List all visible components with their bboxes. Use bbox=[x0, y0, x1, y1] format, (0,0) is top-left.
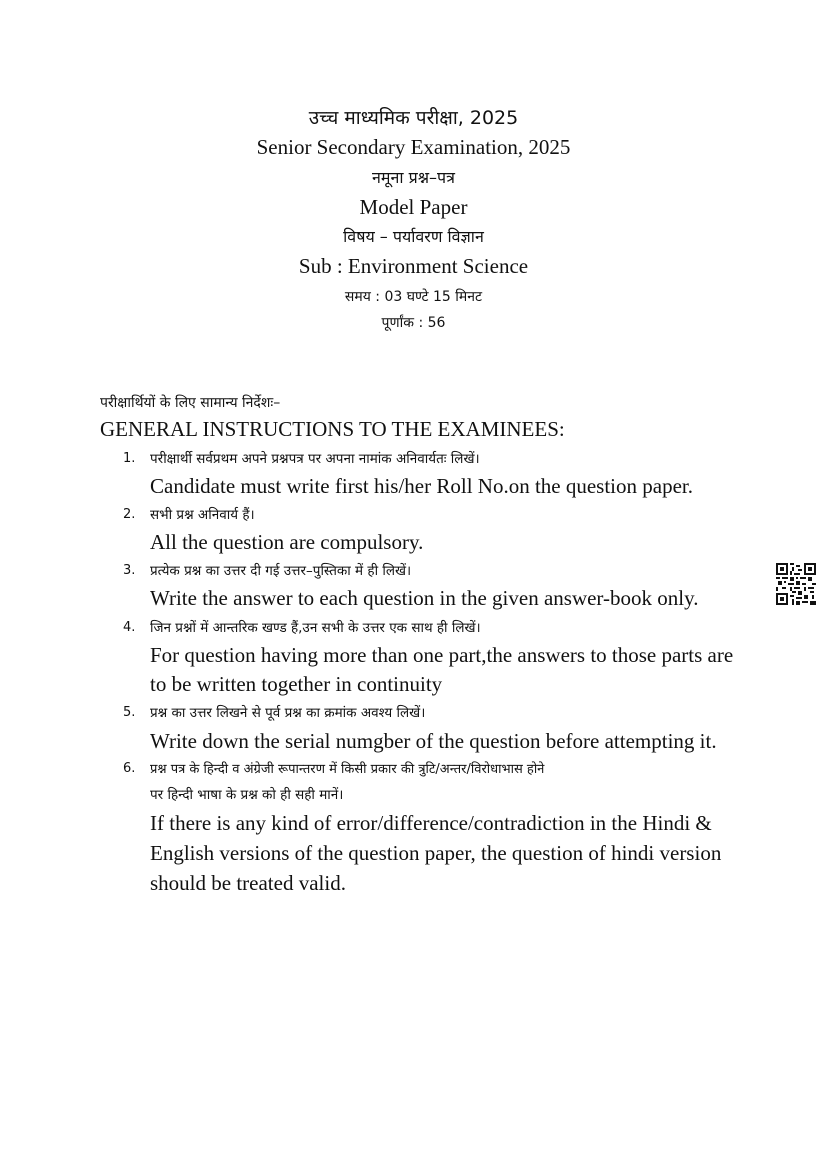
max-marks: पूर्णांक : 56 bbox=[381, 315, 446, 331]
instruction-number: 1. bbox=[123, 451, 136, 466]
instruction-number: 3. bbox=[123, 563, 136, 578]
instruction-english-text: to be written together in continuity bbox=[150, 672, 443, 696]
english-paper-type: Model Paper bbox=[359, 195, 468, 219]
instruction-english-text: All the question are compulsory. bbox=[150, 530, 424, 554]
instruction-hindi-text: परीक्षार्थी सर्वप्रथम अपने प्रश्नपत्र पर अपना नामांक अनिवार्यतः लिखें। bbox=[150, 451, 480, 467]
instruction-english-text: For question having more than one part,the answers to those parts are bbox=[150, 643, 734, 667]
instruction-english-text: Candidate must write first his/her Roll No.on the question paper. bbox=[150, 474, 693, 498]
instruction-english-text: Write the answer to each question in the given answer-book only. bbox=[150, 586, 699, 610]
instruction-number: 5. bbox=[123, 705, 136, 720]
hindi-subject: विषय – पर्यावरण विज्ञान bbox=[343, 227, 484, 246]
hindi-paper-type: नमूना प्रश्न–पत्र bbox=[372, 168, 455, 187]
english-instructions-heading: GENERAL INSTRUCTIONS TO THE EXAMINEES: bbox=[100, 417, 565, 441]
english-subject: Sub : Environment Science bbox=[298, 254, 529, 278]
instruction-english-text: English versions of the question paper, the question of hindi version bbox=[150, 841, 722, 865]
instruction-english-text: If there is any kind of error/difference/contradiction in the Hindi & bbox=[150, 811, 712, 835]
hindi-exam-title: उच्च माध्यमिक परीक्षा, 2025 bbox=[308, 107, 519, 129]
instruction-hindi-text: प्रश्न का उत्तर लिखने से पूर्व प्रश्न का क्रमांक अवश्य लिखें। bbox=[150, 705, 426, 721]
instruction-hindi-text: प्रत्येक प्रश्न का उत्तर दी गई उत्तर–पुस्तिका में ही लिखें। bbox=[150, 563, 412, 579]
exam-time: समय : 03 घण्टे 15 मिनट bbox=[344, 289, 483, 305]
qr-code-icon bbox=[776, 563, 816, 605]
instruction-english-text: should be treated valid. bbox=[150, 871, 346, 895]
instruction-hindi-text: प्रश्न पत्र के हिन्दी व अंग्रेजी रूपान्तरण में किसी प्रकार की त्रुटि/अन्तर/विरोधाभास होने bbox=[150, 762, 545, 777]
english-exam-title: Senior Secondary Examination, 2025 bbox=[256, 135, 571, 159]
instruction-hindi-text: जिन प्रश्नों में आन्तरिक खण्ड हैं,उन सभी के उत्तर एक साथ ही लिखें। bbox=[150, 620, 481, 636]
instruction-english-text: Write down the serial numgber of the question before attempting it. bbox=[150, 729, 717, 753]
instruction-number: 2. bbox=[123, 507, 136, 522]
instruction-hindi-text: सभी प्रश्न अनिवार्य हैं। bbox=[150, 507, 255, 523]
hindi-instructions-heading: परीक्षार्थियों के लिए सामान्य निर्देशः– bbox=[100, 395, 281, 411]
instruction-hindi-text: पर हिन्दी भाषा के प्रश्न को ही सही मानें। bbox=[150, 787, 344, 803]
instruction-number: 4. bbox=[123, 620, 136, 635]
instruction-number: 6. bbox=[123, 761, 136, 776]
